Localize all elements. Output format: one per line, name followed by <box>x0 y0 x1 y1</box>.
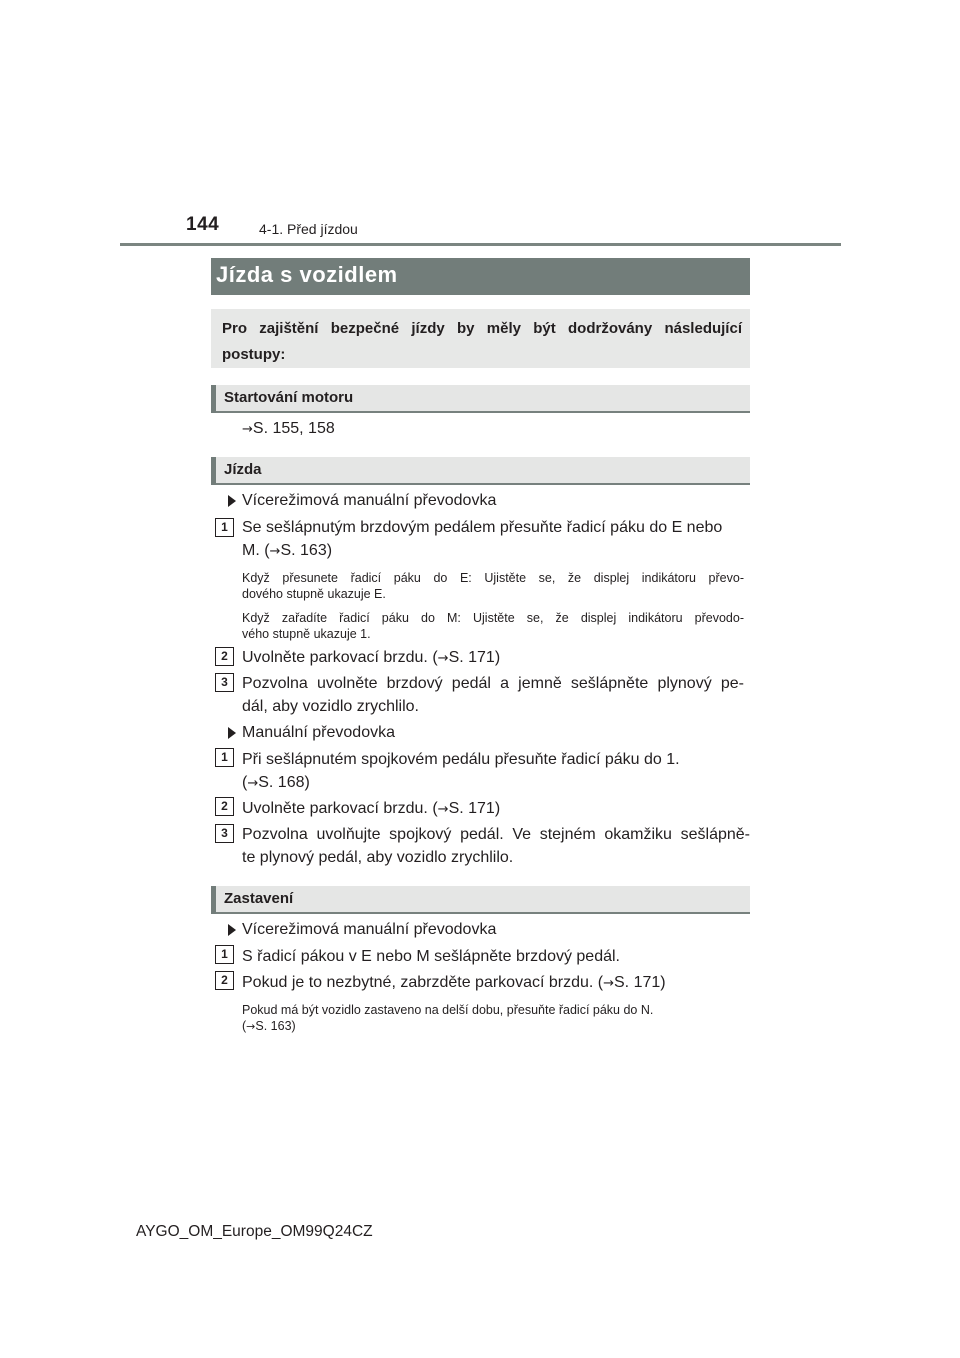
step-text: Se sešlápnutým brzdovým pedálem přesuňte řadicí páku do E nebo <box>242 519 723 536</box>
subheading-startovani <box>211 385 750 413</box>
arrow-icon: → <box>242 422 253 437</box>
transmission-label: Manuální převodovka <box>242 724 395 741</box>
step-text: M. (→S. 163) <box>242 542 333 559</box>
header-rule <box>120 243 841 246</box>
step-number: 3 <box>215 824 234 843</box>
note-text: (→S. 163) <box>242 1019 296 1033</box>
section-title: 4-1. Před jízdou <box>259 221 358 237</box>
transmission-label: Vícerežimová manuální převodovka <box>242 921 497 938</box>
note-text: dového stupně ukazuje E. <box>242 587 386 601</box>
arrow-icon: → <box>437 802 449 817</box>
step-text: S řadicí pákou v E nebo M sešlápněte brzdový pedál. <box>242 948 620 965</box>
subheading-bar <box>211 886 216 914</box>
step-number: 2 <box>215 647 234 666</box>
subheading-jizda <box>211 457 750 485</box>
footer-code: AYGO_OM_Europe_OM99Q24CZ <box>136 1223 373 1240</box>
arrow-icon: → <box>247 776 259 791</box>
arrow-icon: → <box>269 544 281 559</box>
step-text: dál, aby vozidlo zrychlilo. <box>242 698 419 715</box>
triangle-bullet-icon <box>228 727 236 739</box>
step-number: 1 <box>215 945 234 964</box>
step-number: 1 <box>215 518 234 537</box>
page-title: Jízda s vozidlem <box>216 262 398 287</box>
transmission-label: Vícerežimová manuální převodovka <box>242 492 497 509</box>
step-text: te plynový pedál, aby vozidlo zrychlilo. <box>242 849 514 866</box>
arrow-icon: → <box>246 1020 256 1033</box>
note-text: Pokud má být vozidlo zastaveno na delší dobu, přesuňte řadicí páku do N. <box>242 1003 654 1017</box>
triangle-bullet-icon <box>228 495 236 507</box>
subheading-bar <box>211 385 216 413</box>
startovani-ref <box>242 418 335 441</box>
step-text: Pozvolna uvolněte brzdový pedál a jemně sešlápněte plynový pe- <box>242 675 744 692</box>
step-text: (→S. 168) <box>242 774 310 791</box>
arrow-icon: → <box>603 976 614 991</box>
subheading-bar <box>211 457 216 485</box>
step-text: Uvolněte parkovací brzdu. (→S. 171) <box>242 800 501 817</box>
page-number: 144 <box>186 214 220 235</box>
intro-text: Pro zajištění bezpečné jízdy by měly být dodržovány následující postupy: <box>222 320 742 363</box>
note-text: Když zařadíte řadicí páku do M: Ujistěte se, že displej indikátoru převodo- <box>242 611 744 625</box>
arrow-icon: → <box>437 651 449 666</box>
triangle-bullet-icon <box>228 924 236 936</box>
step-text: Uvolněte parkovací brzdu. (→S. 171) <box>242 649 501 666</box>
step-number: 1 <box>215 748 234 767</box>
step-text: Pokud je to nezbytné, zabrzděte parkovací brzdu. (→S. 171) <box>242 974 666 991</box>
subheading-zastaveni <box>211 886 750 914</box>
step-number: 2 <box>215 971 234 990</box>
step-number: 2 <box>215 797 234 816</box>
note-text: vého stupně ukazuje 1. <box>242 627 371 641</box>
subheading-label: Jízda <box>224 461 262 478</box>
ref-text: S. 155, 158 <box>252 420 335 437</box>
step-text: Při sešlápnutém spojkovém pedálu přesuňte řadicí páku do 1. <box>242 751 680 768</box>
step-text: Pozvolna uvolňujte spojkový pedál. Ve stejném okamžiku sešlápně- <box>242 826 750 843</box>
note-text: Když přesunete řadicí páku do E: Ujistěte se, že displej indikátoru převo- <box>242 571 744 585</box>
subheading-label: Zastavení <box>224 890 294 907</box>
subheading-label: Startování motoru <box>224 389 354 406</box>
step-number: 3 <box>215 673 234 692</box>
